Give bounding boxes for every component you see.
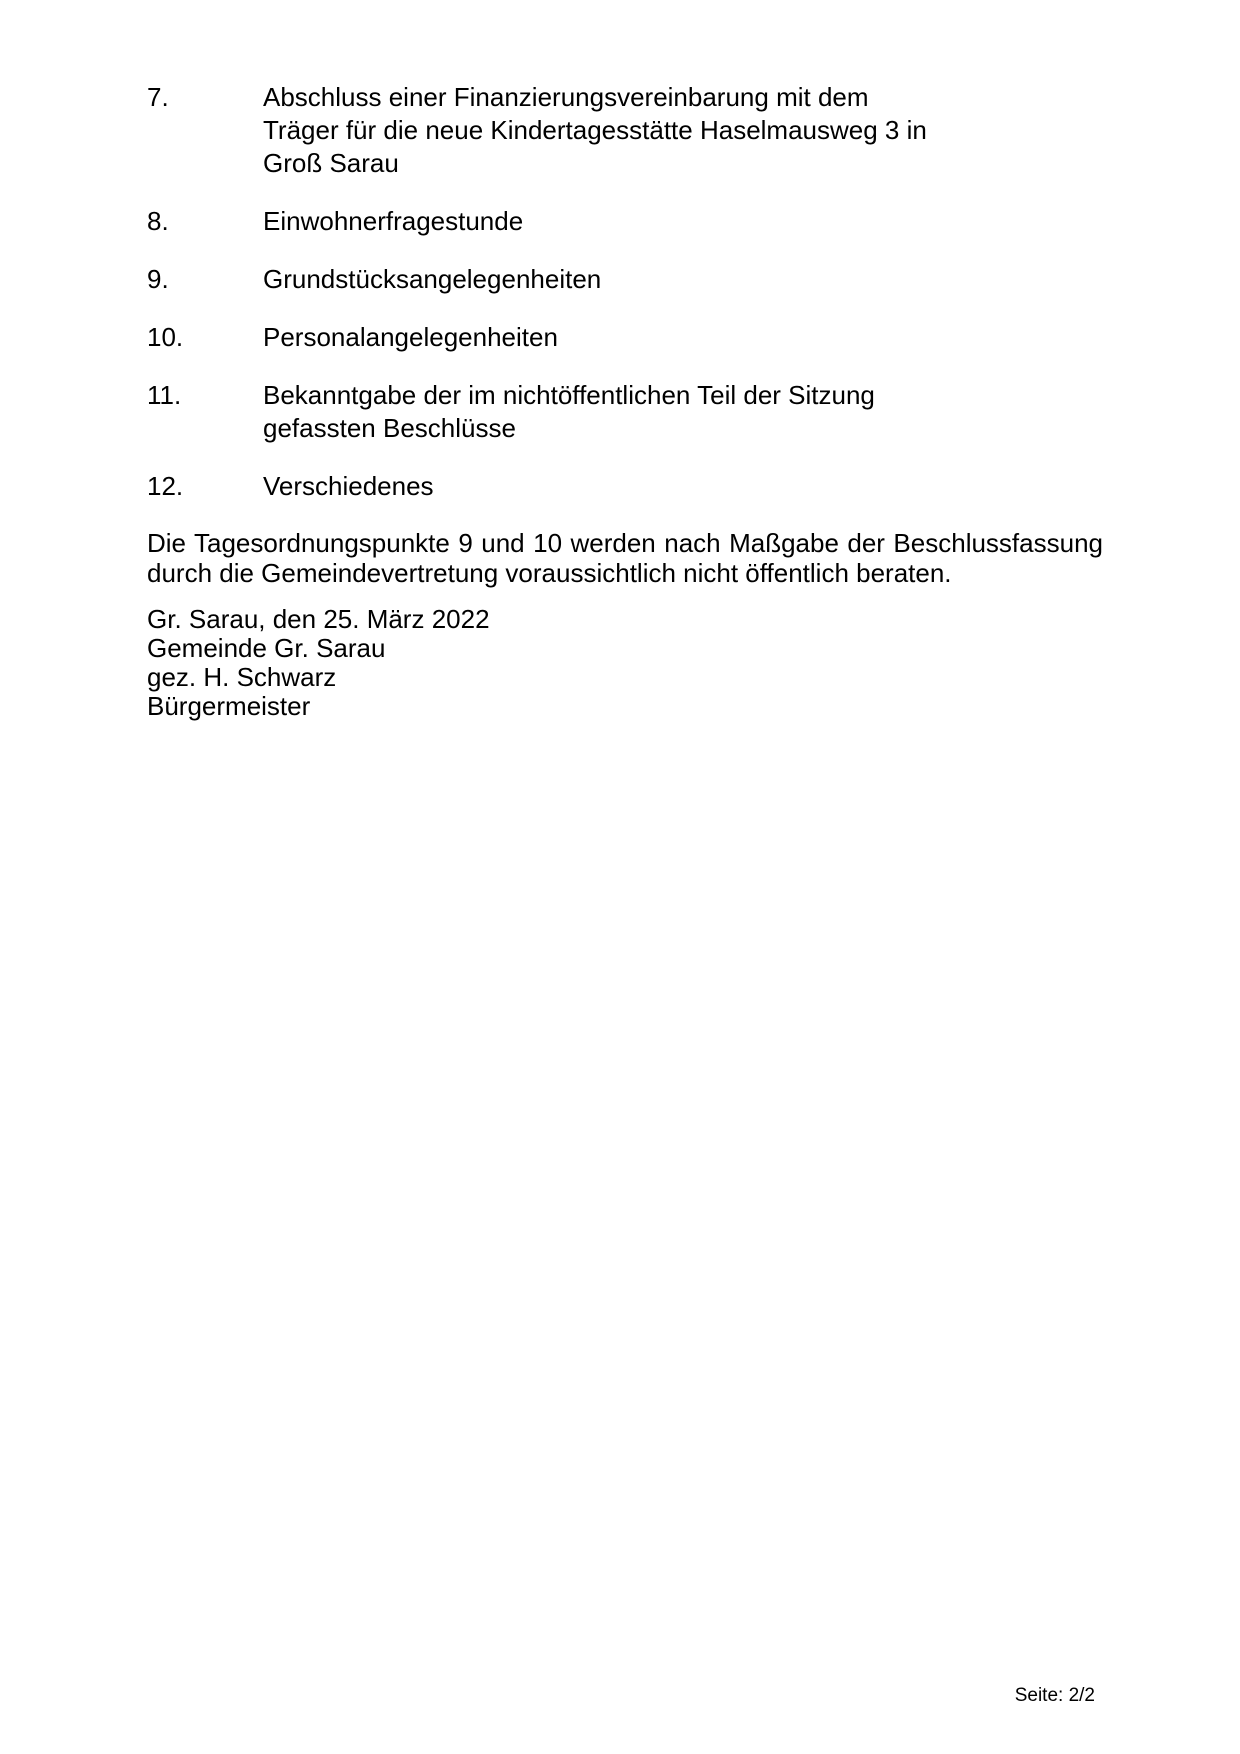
agenda-item-text: [263, 263, 1103, 296]
agenda-item-number: 11.: [147, 380, 182, 410]
agenda-item-text: [263, 321, 1103, 354]
agenda-item-number: 7.: [147, 82, 169, 112]
agenda-item: [147, 205, 1103, 238]
agenda-item-text-line: Abschluss einer Finanzierungsvereinbarung mit dem: [263, 82, 869, 112]
agenda-item: [147, 379, 1103, 445]
agenda-item-text: [263, 81, 1103, 180]
agenda-item: [147, 321, 1103, 354]
agenda-item-number: 9.: [147, 264, 169, 294]
signature-signed-by: gez. H. Schwarz: [147, 662, 337, 692]
note-line: durch die Gemeindevertretung voraussichtlich nicht öffentlich beraten.: [147, 558, 952, 588]
agenda-item-text: [263, 205, 1103, 238]
signature-place-date: Gr. Sarau, den 25. März 2022: [147, 604, 490, 634]
signature-block: [147, 605, 1103, 721]
agenda-item-text: [263, 470, 1103, 503]
agenda-item-text-line: Verschiedenes: [263, 471, 434, 501]
agenda-item-number: 10.: [147, 322, 184, 352]
agenda-item-text-line: Einwohnerfragestunde: [263, 206, 524, 236]
agenda-item-text-line: Grundstücksangelegenheiten: [263, 264, 602, 294]
agenda-item-text-line: Träger für die neue Kindertagesstätte Haselmausweg 3 in: [263, 115, 927, 145]
agenda-item: [147, 470, 1103, 503]
non-public-note: [147, 528, 1103, 588]
signature-role: Bürgermeister: [147, 691, 311, 721]
page-number: Seite: 2/2: [1014, 1685, 1095, 1706]
agenda-item: [147, 263, 1103, 296]
document-content: [147, 81, 1103, 721]
signature-municipality: Gemeinde Gr. Sarau: [147, 633, 386, 663]
agenda-item-text-line: Bekanntgabe der im nichtöffentlichen Teil der Sitzung: [263, 380, 875, 410]
agenda-item-number: 8.: [147, 206, 169, 236]
agenda-item-text-line: gefassten Beschlüsse: [263, 413, 516, 443]
note-line: Die Tagesordnungspunkte 9 und 10 werden nach Maßgabe der Beschlussfassung: [147, 528, 1103, 558]
agenda-item-number: 12.: [147, 471, 184, 501]
agenda-item: [147, 81, 1103, 180]
agenda-item-text: [263, 379, 1103, 445]
agenda-item-text-line: Groß Sarau: [263, 148, 399, 178]
agenda-item-text-line: Personalangelegenheiten: [263, 322, 558, 352]
